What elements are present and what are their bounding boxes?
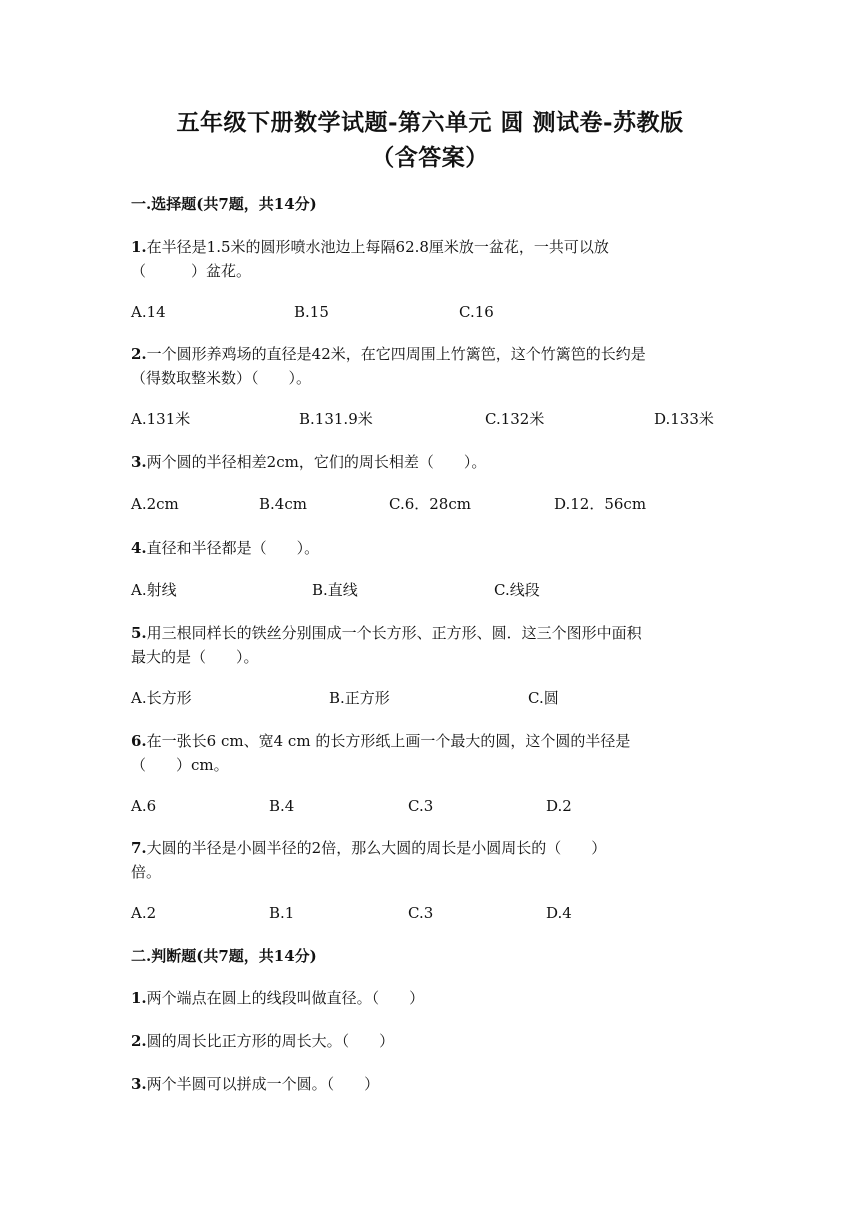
question-number: 2. — [131, 1032, 147, 1050]
question-number: 7. — [131, 839, 147, 857]
option-a: A.2cm — [131, 495, 179, 513]
option-b: B.4cm — [259, 495, 307, 513]
question-text: 圆的周长比正方形的周长大。（ ） — [146, 1032, 395, 1050]
option-d: D.2 — [546, 797, 572, 815]
question-2 — [131, 342, 741, 390]
question-text: 大圆的半径是小圆半径的2倍，那么大圆的周长是小圆周长的（ ） — [146, 839, 607, 857]
question-6 — [131, 729, 741, 777]
option-b: B.1 — [269, 904, 295, 922]
judgement-question-2 — [131, 1029, 741, 1053]
option-c: C.线段 — [494, 581, 540, 599]
judgement-question-3 — [131, 1072, 741, 1096]
question-text: 在半径是1.5米的圆形喷水池边上每隔62.8厘米放一盆花，一共可以放 — [146, 238, 609, 256]
question-1 — [131, 235, 741, 283]
question-text: 用三根同样长的铁丝分别围成一个长方形、正方形、圆．这三个图形中面积 — [146, 624, 642, 642]
option-c: C.16 — [459, 303, 494, 321]
judgement-question-1 — [131, 986, 741, 1010]
question-4 — [131, 536, 741, 560]
option-a: A.射线 — [131, 581, 177, 599]
question-3 — [131, 450, 741, 474]
question-text: 两个圆的半径相差2cm，它们的周长相差（ ）。 — [146, 453, 487, 471]
option-a: A.131米 — [131, 410, 191, 428]
option-b: B.131.9米 — [299, 410, 373, 428]
option-c: C.132米 — [485, 410, 545, 428]
option-b: B.4 — [269, 797, 295, 815]
question-number: 1. — [131, 238, 147, 256]
question-text: 一个圆形养鸡场的直径是42米，在它四周围上竹篱笆，这个竹篱笆的长约是 — [146, 345, 646, 363]
option-b: B.直线 — [312, 581, 358, 599]
question-text-cont: （得数取整米数）（ ）。 — [131, 369, 312, 387]
option-a: A.6 — [131, 797, 157, 815]
question-text-cont: （ ）盆花。 — [131, 262, 252, 280]
question-text: 两个端点在圆上的线段叫做直径。（ ） — [146, 989, 425, 1007]
option-b: B.15 — [294, 303, 329, 321]
option-b: B.正方形 — [329, 689, 390, 707]
section-heading-choice: 一.选择题(共7题，共14分) — [131, 195, 317, 213]
page-subtitle: （含答案） — [371, 144, 489, 171]
question-text: 在一张长6 cm、宽4 cm 的长方形纸上画一个最大的圆，这个圆的半径是 — [146, 732, 631, 750]
question-text-cont: 最大的是（ ）。 — [131, 648, 259, 666]
page-title: 五年级下册数学试题-第六单元 圆 测试卷-苏教版 — [176, 109, 684, 136]
question-7 — [131, 836, 741, 884]
option-a: A.14 — [131, 303, 166, 321]
question-text: 两个半圆可以拼成一个圆。（ ） — [146, 1075, 380, 1093]
question-number: 5. — [131, 624, 147, 642]
option-d: D.4 — [546, 904, 572, 922]
section-heading-judgement: 二.判断题(共7题，共14分) — [131, 947, 317, 965]
option-c: C.3 — [408, 797, 434, 815]
option-c: C.圆 — [528, 689, 559, 707]
question-text-cont: （ ）cm。 — [131, 756, 229, 774]
question-text: 直径和半径都是（ ）。 — [146, 539, 320, 557]
option-c: C.6．28cm — [389, 495, 471, 513]
option-a: A.2 — [131, 904, 157, 922]
option-d: D.133米 — [654, 410, 714, 428]
question-number: 3. — [131, 453, 147, 471]
question-number: 6. — [131, 732, 147, 750]
question-number: 2. — [131, 345, 147, 363]
question-text-cont: 倍。 — [131, 863, 162, 881]
option-c: C.3 — [408, 904, 434, 922]
question-number: 1. — [131, 989, 147, 1007]
option-a: A.长方形 — [131, 689, 192, 707]
question-5 — [131, 621, 741, 669]
question-number: 4. — [131, 539, 147, 557]
option-d: D.12．56cm — [554, 495, 647, 513]
question-number: 3. — [131, 1075, 147, 1093]
